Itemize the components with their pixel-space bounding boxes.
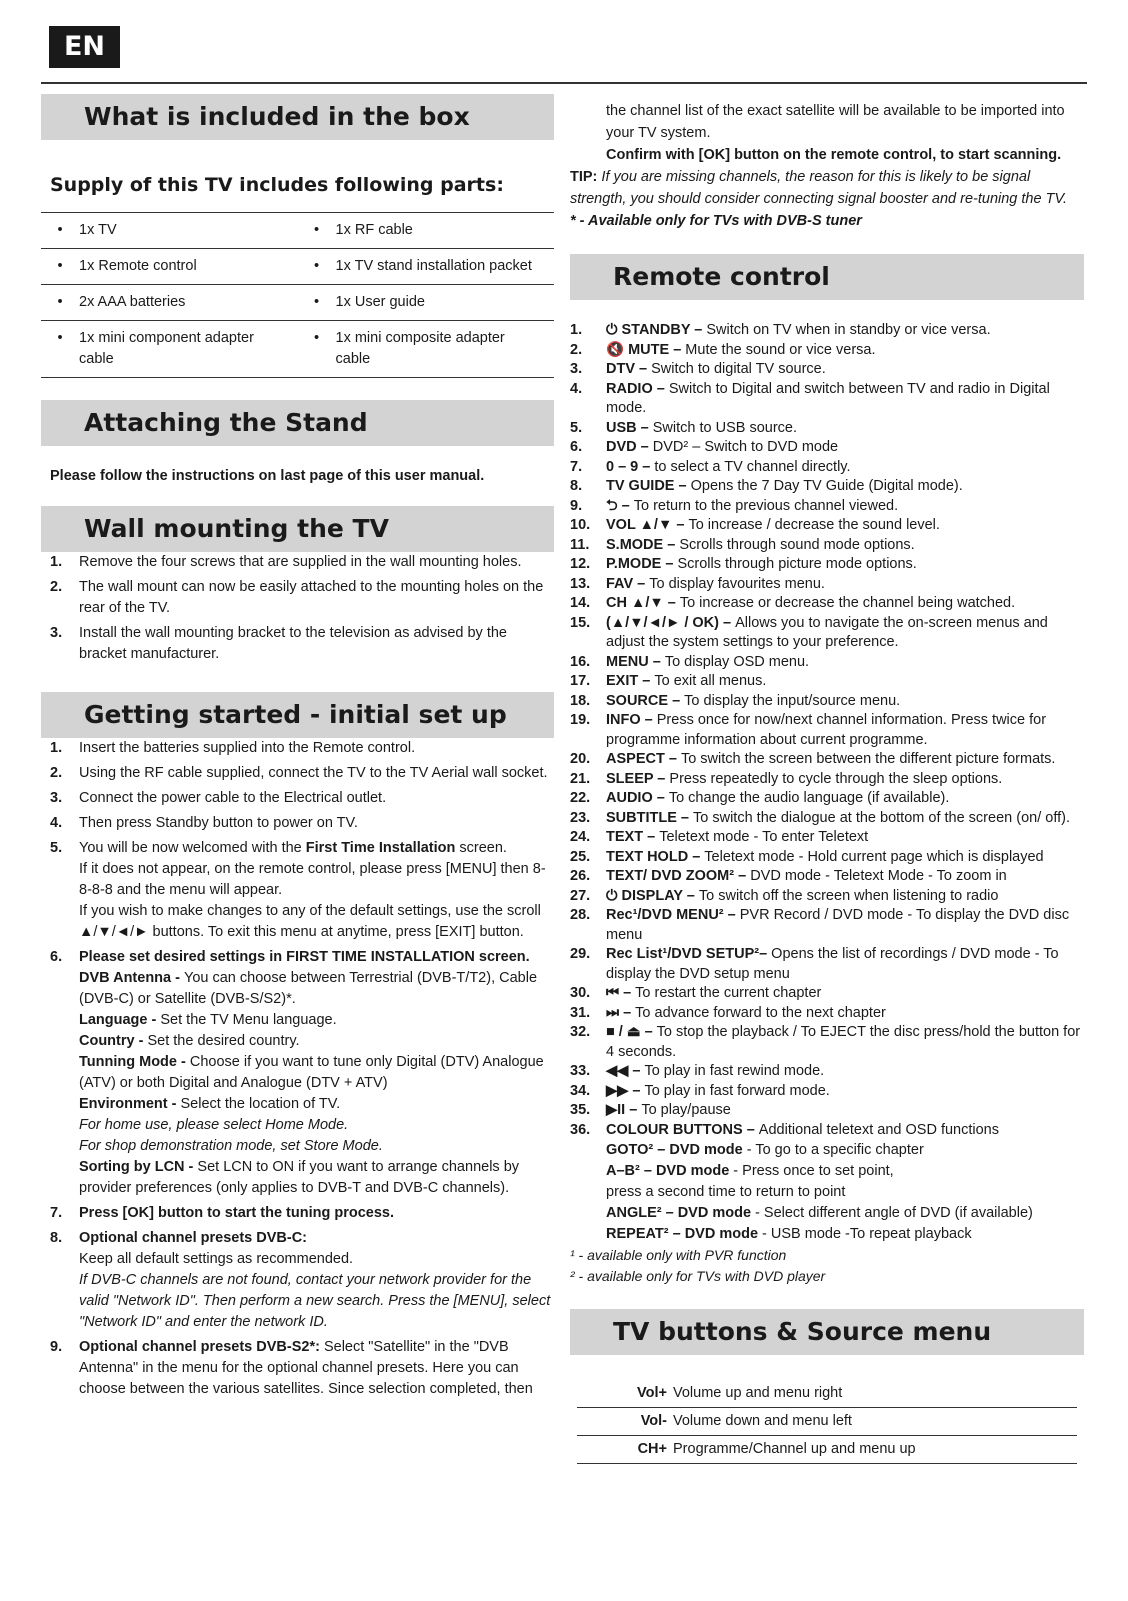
list-item [570,380,1084,419]
remote-extra [570,1140,1084,1245]
item-number: 1. [570,322,583,338]
button-desc: Programme/Channel up and menu up [673,1436,1077,1464]
list-item [41,577,554,619]
step-text: Remove the four screws that are supplied in the wall mounting holes. [79,554,522,570]
item-desc: Switch to digital TV source. [651,361,826,377]
list-item [41,623,554,665]
table-row [41,213,554,249]
item-number: 10. [570,517,591,533]
item-desc: Teletext mode - Hold current page which is displayed [704,848,1044,865]
item-desc: To change the audio language (if available). [668,790,950,806]
cell-text: 1x Remote control [79,258,197,274]
item-key: TEXT/ DVD ZOOM² – [606,868,751,884]
item-desc: Additional teletext and OSD functions [758,1121,999,1138]
item-desc: - Select different angle of DVD (if available) [751,1205,1033,1221]
list-item [570,945,1084,984]
table-row [577,1408,1077,1436]
cell-text: 2x AAA batteries [79,294,186,310]
bullet: • [57,330,63,346]
list-item [570,360,1084,380]
item-key: SUBTITLE – [606,809,694,826]
item-desc: To play in fast forward mode. [644,1082,830,1099]
button-desc: Volume down and menu left [673,1408,1077,1436]
table-cell [41,321,298,378]
item-number: 31. [570,1004,591,1021]
box-contents-table [41,212,554,378]
item-key: ANGLE² – DVD mode [606,1205,752,1221]
item-key: Rec List¹/DVD SETUP²– [606,946,772,962]
item-key: ▶▶ – [606,1082,645,1099]
item-desc: DVD² – Switch to DVD mode [652,439,839,455]
item-number: 5. [570,419,583,436]
list-item [570,516,1084,536]
item-number: 11. [570,536,590,553]
item-key: TEXT – [606,829,660,845]
setup-steps [41,738,554,1400]
item-number: 12. [570,556,591,572]
item-desc: Teletext mode - To enter Teletext [659,829,869,845]
item-number: 13. [570,575,591,592]
bullet: • [57,294,63,310]
item-key: ▶II – [606,1102,642,1118]
item-desc: To play in fast rewind mode. [644,1063,825,1079]
list-item [570,828,1084,848]
item-number: 26. [570,868,591,884]
item-desc: DVD mode - Teletext Mode - To zoom in [750,868,1007,884]
table-row [577,1436,1077,1464]
table-row [41,321,554,378]
list-item [606,1161,1084,1182]
item-key: ■ / ⏏ – [606,1024,657,1040]
item-desc: To play/pause [641,1102,731,1118]
item-number: 9. [570,497,583,514]
tv-buttons-table [577,1380,1077,1464]
list-item: 1. Insert the batteries supplied into the Remote control. [50,740,416,756]
item-desc: press a second time to return to point [606,1184,846,1200]
setup-continued: the channel list of the exact satellite will be available to be imported into your TV system. [606,103,1065,141]
item-desc: To advance forward to the next chapter [635,1004,886,1021]
tip-note: TIP: If you are missing channels, the reason for this is likely to be signal strength, you should consider connecting signal booster and re-tuning the TV. [570,169,1068,207]
item-desc: Switch on TV when in standby or vice versa. [706,322,991,338]
item-key: ASPECT – [606,751,681,767]
stand-note: Please follow the instructions on last page of this user manual. [50,468,485,484]
item-key: ⏻ DISPLAY – [606,887,699,904]
item-desc: Mute the sound or vice versa. [685,341,876,358]
bullet: • [313,222,320,238]
list-item [606,1182,1084,1203]
list-item [570,711,1084,750]
bullet: • [313,330,320,346]
item-key: TV GUIDE – [606,478,691,494]
item-number: 20. [570,751,591,767]
item-key: TEXT HOLD – [606,848,705,865]
item-desc: To increase / decrease the sound level. [688,517,940,533]
item-desc: - USB mode -To repeat playback [758,1226,972,1242]
list-item [570,750,1084,770]
language-badge: EN [49,26,120,68]
list-item [570,419,1084,439]
table-row [41,249,554,285]
section-header-setup: Getting started - initial set up [41,692,554,738]
table-cell [298,321,555,378]
dvbs-note: * - Available only for TVs with DVB-S tuner [570,213,862,229]
list-item [570,672,1084,692]
bullet: • [57,222,63,238]
item-key: REPEAT² – DVD mode [606,1226,759,1242]
item-key: MENU – [606,653,665,670]
item-number: 4. [570,380,583,397]
item-key: RADIO – [606,380,669,397]
item-number: 16. [570,653,591,670]
step-text: The wall mount can now be easily attached to the mounting holes on the rear of the TV. [79,579,544,616]
item-desc: To restart the current chapter [635,985,822,1001]
item-key: ⮌ – [606,497,634,514]
item-key: SLEEP – [606,770,670,787]
item-number: 3. [570,361,583,377]
item-number: 2. [570,341,583,358]
list-item [570,1121,1084,1141]
item-desc: To switch off the screen when listening to radio [698,887,999,904]
list-item [570,692,1084,712]
item-desc: Opens the 7 Day TV Guide (Digital mode). [690,478,963,494]
item-key: (▲/▼/◄/► / OK) – [606,614,736,631]
item-key: Rec¹/DVD MENU² – [606,907,740,923]
item-key: DVD – [606,439,653,455]
item-key: ⏻ STANDBY – [606,322,707,338]
list-item [570,438,1084,458]
item-desc: Opens the list of recordings / DVD mode - To display the DVD setup menu [606,946,1059,982]
item-number: 17. [570,673,591,689]
table-cell [41,249,298,285]
item-number: 27. [570,887,591,904]
step-number: 3. [50,625,63,641]
item-desc: Switch to Digital and switch between TV and radio in Digital mode. [606,380,1050,416]
list-item [606,1140,1084,1161]
list-item [570,770,1084,790]
box-subtitle: Supply of this TV includes following parts: [50,174,504,196]
item-key: ⏮ – [606,985,636,1001]
list-item [570,653,1084,673]
item-key: ◀◀ – [606,1063,645,1079]
list-item: 5. You will be now welcomed with the First Time Installation screen. If it does not appear, on the remote control, please press [MENU] then 8-8-8-8 and the menu will appear. If you wish to make changes to any of the default settings, use the scroll ▲/▼/◄/► buttons. To exit this menu at anytime, press [EXIT] button. [50,840,546,940]
list-item [570,906,1084,945]
list-item [570,1004,1084,1024]
item-desc: PVR Record / DVD mode - To display the DVD disc menu [606,907,1070,943]
table-row [577,1380,1077,1408]
item-number: 36. [570,1121,591,1138]
list-item [606,1203,1084,1224]
table-cell [298,213,555,249]
item-key: USB – [606,419,653,436]
table-row [41,285,554,321]
bullet: • [313,258,320,274]
list-item [570,341,1084,361]
cell-text: 1x User guide [335,294,425,310]
item-number: 7. [570,458,583,475]
item-number: 21. [570,770,591,787]
item-key: INFO – [606,712,657,728]
cell-text: 1x RF cable [335,222,413,238]
table-cell [298,285,555,321]
step-number: 2. [50,579,63,595]
item-desc: To increase or decrease the channel being watched. [679,595,1016,611]
list-item [570,614,1084,653]
confirm-note: Confirm with [OK] button on the remote control, to start scanning. [606,147,1062,163]
item-desc: To exit all menus. [654,673,767,689]
list-item: 8. Optional channel presets DVB-C: Keep all default settings as recommended. If DVB-C channels are not found, contact your network provider for the valid "Network ID". Then perform a new search. Press the [MENU], select "Network ID" and enter the network ID. [50,1230,551,1330]
remote-list [570,321,1084,1140]
list-item [570,809,1084,829]
item-number: 22. [570,790,591,806]
list-item [570,477,1084,497]
item-key: AUDIO – [606,790,669,806]
wall-steps [41,552,554,665]
button-key: Vol- [577,1408,673,1436]
item-key: CH ▲/▼ – [606,595,680,611]
item-desc: To display OSD menu. [664,653,810,670]
list-item [570,848,1084,868]
item-key: EXIT – [606,673,655,689]
item-number: 8. [570,478,583,494]
item-desc: - To go to a specific chapter [742,1142,924,1158]
item-number: 14. [570,595,591,611]
item-number: 32. [570,1024,591,1040]
item-number: 34. [570,1082,591,1099]
list-item [570,321,1084,341]
item-desc: To return to the previous channel viewed. [633,497,899,514]
item-number: 30. [570,985,591,1001]
step-text: Install the wall mounting bracket to the television as advised by the bracket manufacturer. [79,625,507,662]
item-number: 19. [570,712,591,728]
item-key: ⏭ – [606,1004,636,1021]
right-column [570,100,1084,1464]
button-desc: Volume up and menu right [673,1380,1077,1408]
item-number: 25. [570,848,591,865]
item-desc: To switch the screen between the different picture formats. [680,751,1056,767]
item-key: VOL ▲/▼ – [606,517,689,533]
list-item: 9. Optional channel presets DVB-S2*: Select "Satellite" in the "DVB Antenna" in the menu for the optional channel presets. Here you can choose between the various satellites. Since selection completed, then [50,1339,533,1397]
list-item [570,867,1084,887]
item-desc: Press repeatedly to cycle through the sleep options. [669,770,1003,787]
list-item: 4. Then press Standby button to power on TV. [50,815,358,831]
list-item [570,1082,1084,1102]
item-desc: To switch the dialogue at the bottom of the screen (on/ off). [693,809,1070,826]
item-key: SOURCE – [606,692,685,709]
item-desc: Switch to USB source. [652,419,797,436]
item-number: 6. [570,439,583,455]
list-item [570,887,1084,907]
button-key: Vol+ [577,1380,673,1408]
button-key: CH+ [577,1436,673,1464]
item-desc: Scrolls through sound mode options. [679,536,915,553]
cell-text: 1x TV stand installation packet [335,258,532,274]
item-number: 28. [570,907,591,923]
item-desc: To display favourites menu. [649,575,825,592]
item-key: S.MODE – [606,536,680,553]
cell-text: 1x TV [79,222,117,238]
list-item: 2. Using the RF cable supplied, connect the TV to the TV Aerial wall socket. [50,765,548,781]
item-desc: To display the input/source menu. [684,692,901,709]
list-item [570,789,1084,809]
item-desc: Press once for now/next channel information. Press twice for programme information about current programme. [606,712,1047,748]
item-desc: to select a TV channel directly. [654,458,851,475]
table-cell [41,285,298,321]
list-item [570,1101,1084,1121]
bullet: • [57,258,63,274]
item-desc: To stop the playback / To EJECT the disc press/hold the button for 4 seconds. [606,1024,1081,1060]
item-key: FAV – [606,575,650,592]
list-item [41,552,554,573]
item-number: 33. [570,1063,591,1079]
section-header-wall: Wall mounting the TV [41,506,554,552]
footnote-1: ¹ - available only with PVR function [570,1247,787,1263]
footnote-2: ² - available only for TVs with DVD player [570,1268,826,1284]
table-cell [41,213,298,249]
item-desc: - Press once to set point, [729,1163,894,1179]
item-desc: Scrolls through picture mode options. [677,556,917,572]
table-cell [298,249,555,285]
item-number: 15. [570,614,591,631]
list-item [570,458,1084,478]
cell-text: 1x mini component adapter cable [79,330,254,367]
item-key: A–B² – DVD mode [606,1163,730,1179]
list-item [570,984,1084,1004]
item-number: 24. [570,829,591,845]
bullet: • [313,294,320,310]
item-key: COLOUR BUTTONS – [606,1121,759,1138]
item-number: 18. [570,692,591,709]
list-item [570,575,1084,595]
section-header-remote: Remote control [570,254,1084,300]
list-item: 3. Connect the power cable to the Electrical outlet. [50,790,387,806]
item-key: DTV – [606,361,652,377]
list-item [606,1224,1084,1245]
left-column [41,94,554,1404]
list-item [570,497,1084,517]
item-number: 35. [570,1102,591,1118]
list-item [570,555,1084,575]
item-number: 23. [570,809,591,826]
header-rule [41,82,1087,84]
list-item: 7. Press [OK] button to start the tuning process. [50,1205,394,1221]
item-key: 🔇 MUTE – [606,341,686,358]
cell-text: 1x mini composite adapter cable [335,330,505,367]
section-header-box: What is included in the box [41,94,554,140]
item-number: 29. [570,946,591,962]
item-key: P.MODE – [606,556,678,572]
list-item [570,594,1084,614]
item-key: GOTO² – DVD mode [606,1142,743,1158]
list-item [570,536,1084,556]
section-header-stand: Attaching the Stand [41,400,554,446]
item-desc: Allows you to navigate the on-screen menus and adjust the system settings to your preference. [606,614,1048,650]
list-item [570,1062,1084,1082]
list-item [570,1023,1084,1062]
section-header-tvbuttons: TV buttons & Source menu [570,1309,1084,1355]
list-item: 6. Please set desired settings in FIRST TIME INSTALLATION screen. DVB Antenna - You can choose between Terrestrial (DVB-T/T2), Cable (DVB-C) or Satellite (DVB-S/S2)*. Language - Set the TV Menu language. Country - Set the desired country. Tunning Mode - Choose if you want to tune only Digital (DTV) Analogue (ATV) or both Digital and Analogue (DTV + ATV) Environment - Select the location of TV. For home use, please select Home Mode. For shop demonstration mode, set Store Mode. Sorting by LCN - Set LCN to ON if you want to arrange channels by provider preferences (only applies to DVB-T and DVB-C channels). [50,949,544,1196]
item-key: 0 – 9 – [606,458,655,475]
step-number: 1. [50,554,63,570]
